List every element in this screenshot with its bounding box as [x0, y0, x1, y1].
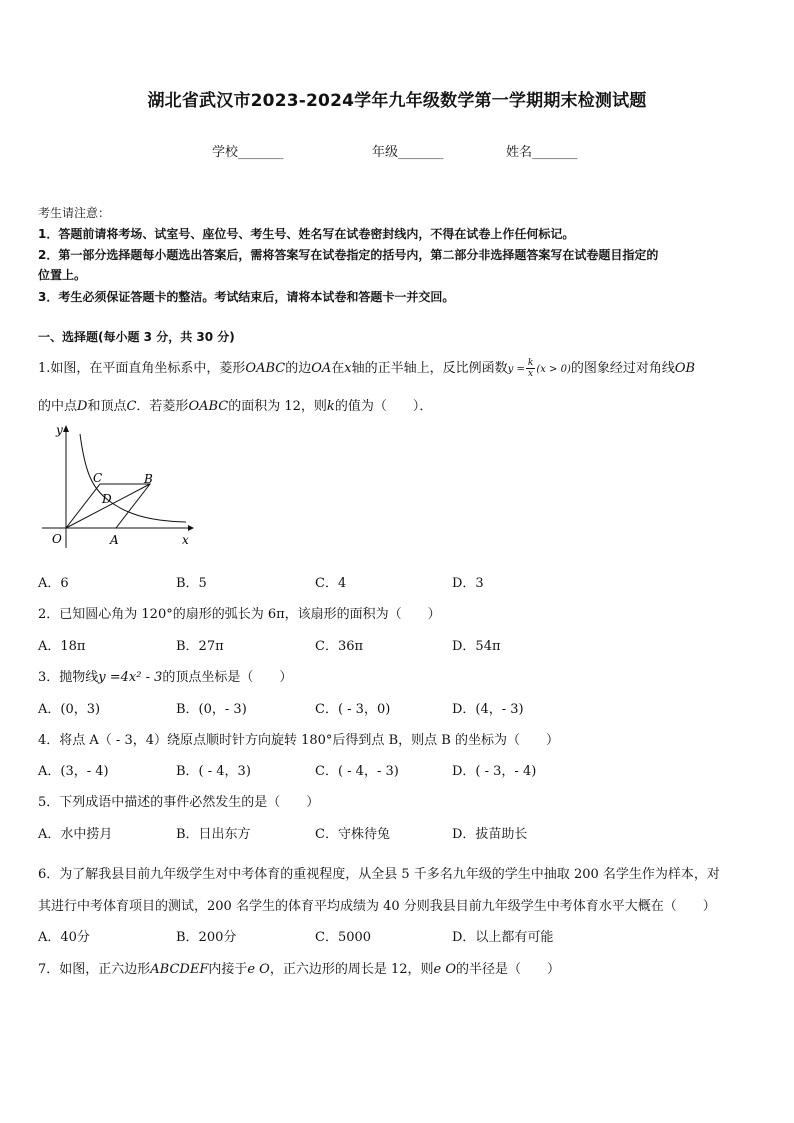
- q1-var-d: D: [77, 399, 88, 414]
- q1-option-d: D．3: [452, 576, 484, 591]
- q7-text-d: 的半径是（ ）: [456, 962, 561, 977]
- q2-option-c: C．36π: [315, 639, 364, 654]
- q1-frac-den: x: [528, 369, 534, 379]
- school-field: 学校_______: [212, 145, 284, 160]
- q1-func-cond: (x > 0): [536, 364, 571, 375]
- notice-heading: 考生请注意：: [38, 206, 111, 220]
- notice-item-3: 3．考生必须保证答题卡的整洁。考试结束后，请将本试卷和答题卡一并交回。: [38, 290, 455, 304]
- label-o: O: [52, 532, 62, 546]
- q6-option-b: B．200分: [176, 930, 237, 945]
- q1-line1: [38, 357, 695, 379]
- y-axis-arrow: [63, 425, 69, 432]
- q7-var-circle-2: e O: [433, 962, 457, 977]
- q1-var-x: x: [344, 361, 352, 376]
- q1-text-i: 的面积为 12，则: [228, 399, 327, 414]
- page-title: 湖北省武汉市2023-2024学年九年级数学第一学期期末检测试题: [147, 91, 647, 111]
- q3-option-d: D．(4，- 3): [452, 702, 524, 717]
- q1-text-j: 的值为（ ）．: [334, 399, 433, 414]
- q1-text-e: 的图象经过对角线: [570, 361, 675, 376]
- q4-option-b: B．( - 4，3): [176, 764, 251, 779]
- q7-var-circle: e O: [247, 962, 270, 977]
- q2-text: 2．已知圆心角为 120°的扇形的弧长为 6π，该扇形的面积为（ ）: [38, 607, 441, 622]
- section-heading: 一、选择题(每小题 3 分，共 30 分): [38, 330, 235, 344]
- label-b: B: [144, 472, 153, 486]
- q1-option-c: C．4: [315, 576, 347, 591]
- hidden-guide: [100, 484, 116, 528]
- q1-option-b: B．5: [176, 576, 207, 591]
- q1-option-a: A．6: [38, 576, 69, 591]
- q3-line: [38, 666, 292, 685]
- name-field: 姓名_______: [506, 145, 578, 160]
- q1-text-b: 的边: [285, 361, 312, 376]
- q1-var-oa: OA: [311, 361, 332, 376]
- q1-text-c: 在: [331, 361, 345, 376]
- q1-var-ob: OB: [674, 361, 696, 376]
- q5-option-a: A．水中捞月: [38, 827, 113, 842]
- q2-option-b: B．27π: [176, 639, 224, 654]
- q6-option-c: C．5000: [315, 930, 372, 945]
- notice-item-2-cont: 位置上。: [38, 268, 87, 282]
- q3-formula: y =4x² - 3: [98, 670, 163, 685]
- q5-option-c: C．守株待兔: [315, 827, 390, 842]
- q6-option-d: D．以上都有可能: [452, 930, 554, 945]
- q2-option-a: A．18π: [38, 639, 86, 654]
- q3-option-a: A．(0，3): [38, 702, 101, 717]
- q4-text: 4．将点 A（ - 3，4）绕原点顺时针方向旋转 180°后得到点 B，则点 B 的坐标为（ ）: [38, 733, 559, 748]
- label-x: x: [182, 533, 189, 547]
- grade-field: 年级_______: [372, 145, 444, 160]
- q1-var-oabc-2: OABC: [188, 399, 229, 414]
- q3-option-b: B．(0，- 3): [176, 702, 247, 717]
- q1-var-c: C: [126, 399, 137, 414]
- q1-text-g: 和顶点: [87, 399, 127, 414]
- q1-text-h: ．若菱形: [136, 399, 189, 414]
- q5-text: 5．下列成语中描述的事件必然发生的是（ ）: [38, 795, 320, 810]
- q3-option-c: C．( - 3，0): [315, 702, 391, 717]
- q4-option-d: D．( - 3，- 4): [452, 764, 537, 779]
- label-c: C: [93, 471, 103, 485]
- q7-text-a: 7．如图，正六边形: [38, 962, 151, 977]
- label-y: y: [56, 423, 63, 437]
- q2-option-d: D．54π: [452, 639, 501, 654]
- notice-item-1: 1．答题前请将考场、试室号、座位号、考生号、姓名写在试卷密封线内，不得在试卷上作任何标记。: [38, 227, 575, 241]
- q7-text-c: ，正六边形的周长是 12，则: [269, 962, 434, 977]
- q1-text-d: 轴的正半轴上，反比例函数: [351, 361, 508, 376]
- notice-item-2: 2．第一部分选择题每小题选出答案后，需将答案写在试卷指定的括号内，第二部分非选择题答案写在试卷题目指定的: [38, 248, 659, 262]
- q3-text-b: 的顶点坐标是（ ）: [162, 670, 293, 685]
- q1-line2: [38, 395, 432, 414]
- q3-text-a: 3．抛物线: [38, 670, 99, 685]
- q1-var-oabc: OABC: [245, 361, 286, 376]
- q1-text-a: 1.如图，在平面直角坐标系中，菱形: [38, 361, 246, 376]
- q4-option-c: C．( - 4，- 3): [315, 764, 399, 779]
- x-axis-arrow: [188, 525, 194, 531]
- q1-var-k: k: [326, 399, 335, 414]
- label-d: D: [102, 492, 112, 506]
- q6-line1: 6．为了解我县目前九年级学生对中考体育的重视程度，从全县 5 千多名九年级的学生中抽取 200 名学生作为样本，对: [38, 867, 720, 882]
- q6-option-a: A．40分: [38, 930, 90, 945]
- q7-line: [38, 958, 560, 977]
- label-a: A: [110, 533, 119, 547]
- q1-figure: [38, 420, 198, 550]
- q6-line2: 其进行中考体育项目的测试，200 名学生的体育平均成绩为 40 分则我县目前九年级学生中考体育水平大概在（ ）: [38, 899, 716, 914]
- q1-func-y: y =: [507, 364, 525, 375]
- q1-frac-num: k: [527, 358, 534, 368]
- q7-text-b: 内接于: [208, 962, 248, 977]
- q1-fraction: [526, 358, 535, 379]
- q5-option-b: B．日出东方: [176, 827, 251, 842]
- q1-text-f: 的中点: [38, 399, 78, 414]
- q4-option-a: A．(3，- 4): [38, 764, 109, 779]
- q5-option-d: D．拔苗助长: [452, 827, 528, 842]
- q7-var-hex: ABCDEF: [150, 962, 209, 977]
